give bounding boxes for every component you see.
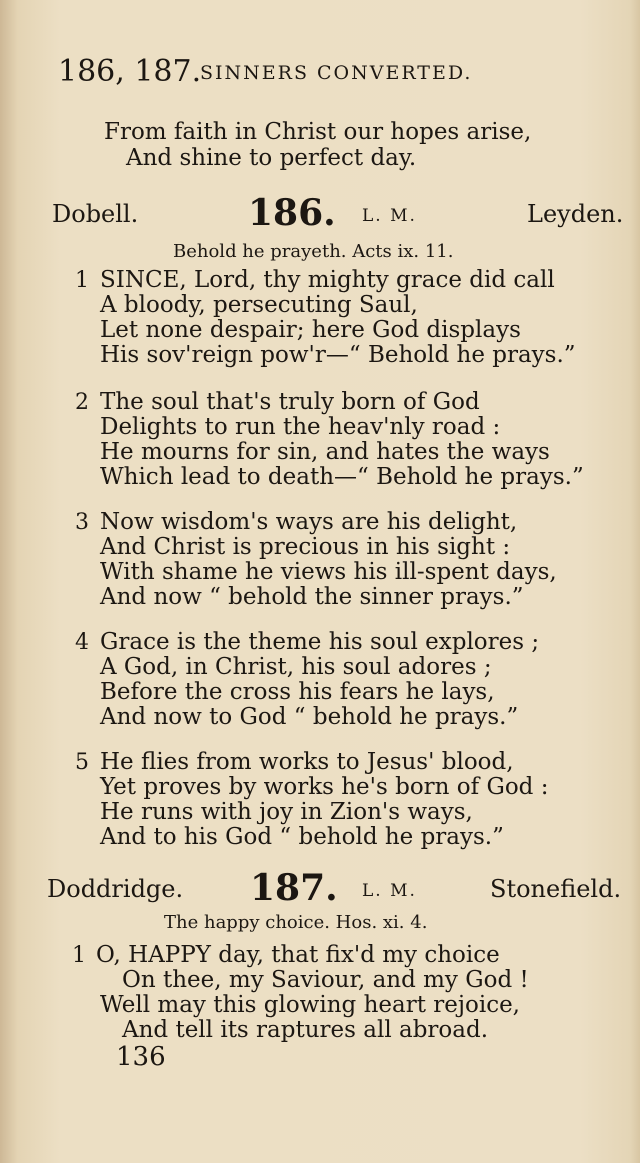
verse-line: He mourns for sin, and hates the ways [100, 439, 550, 465]
header-hymn-numbers: 186, 187. [58, 54, 202, 89]
verse-line: And now to God “ behold he prays.” [100, 704, 519, 730]
tune-name: Leyden. [527, 200, 624, 228]
verse-line: Which lead to death—“ Behold he prays.” [100, 464, 584, 490]
verse-number: 2 [75, 390, 89, 415]
verse-line: A God, in Christ, his soul adores ; [100, 654, 492, 680]
verse-line: Yet proves by works he's born of God : [100, 774, 549, 800]
hymn-meter: L. M. [362, 206, 417, 226]
verse-line: With shame he views his ill-spent days, [100, 559, 557, 585]
verse-line: And tell its raptures all abroad. [122, 1017, 489, 1043]
verse-line: And to his God “ behold he prays.” [100, 824, 504, 850]
verse-number: 1 [75, 268, 89, 293]
page-number: 136 [116, 1042, 166, 1072]
hymn-meter: L. M. [362, 881, 417, 901]
verse-number: 3 [75, 510, 89, 535]
hymn-number: 187. [250, 867, 338, 909]
verse-number: 4 [75, 630, 89, 655]
verse-number: 5 [75, 750, 89, 775]
verse-line: Now wisdom's ways are his delight, [100, 509, 518, 535]
verse-line: Before the cross his fears he lays, [100, 679, 495, 705]
verse-line: Let none despair; here God displays [100, 317, 521, 343]
verse-number: 1 [72, 943, 86, 968]
tune-name: Stonefield. [490, 875, 622, 903]
verse-line: A bloody, persecuting Saul, [100, 292, 418, 318]
composer-name: Dobell. [52, 200, 139, 228]
verse-line: On thee, my Saviour, and my God ! [122, 967, 529, 993]
verse-line: SINCE, Lord, thy mighty grace did call [100, 267, 555, 293]
composer-name: Doddridge. [47, 875, 184, 903]
verse-line: His sov'reign pow'r—“ Behold he prays.” [100, 342, 576, 368]
verse-line: He runs with joy in Zion's ways, [100, 799, 473, 825]
verse-line: Delights to run the heav'nly road : [100, 414, 501, 440]
verse-line: He flies from works to Jesus' blood, [100, 749, 514, 775]
hymn-number: 186. [248, 192, 336, 234]
carryover-line: And shine to perfect day. [126, 145, 417, 171]
hymn-subtitle: Behold he prayeth. Acts ix. 11. [173, 241, 454, 262]
verse-line: And now “ behold the sinner prays.” [100, 584, 524, 610]
verse-line: The soul that's truly born of God [100, 389, 480, 415]
verse-line: And Christ is precious in his sight : [100, 534, 511, 560]
verse-line: Grace is the theme his soul explores ; [100, 629, 540, 655]
verse-line: O, HAPPY day, that fix'd my choice [96, 942, 500, 968]
carryover-line: From faith in Christ our hopes arise, [104, 119, 532, 145]
hymn-subtitle: The happy choice. Hos. xi. 4. [164, 912, 428, 933]
verse-line: Well may this glowing heart rejoice, [100, 992, 520, 1018]
header-section-title: SINNERS CONVERTED. [200, 62, 473, 84]
